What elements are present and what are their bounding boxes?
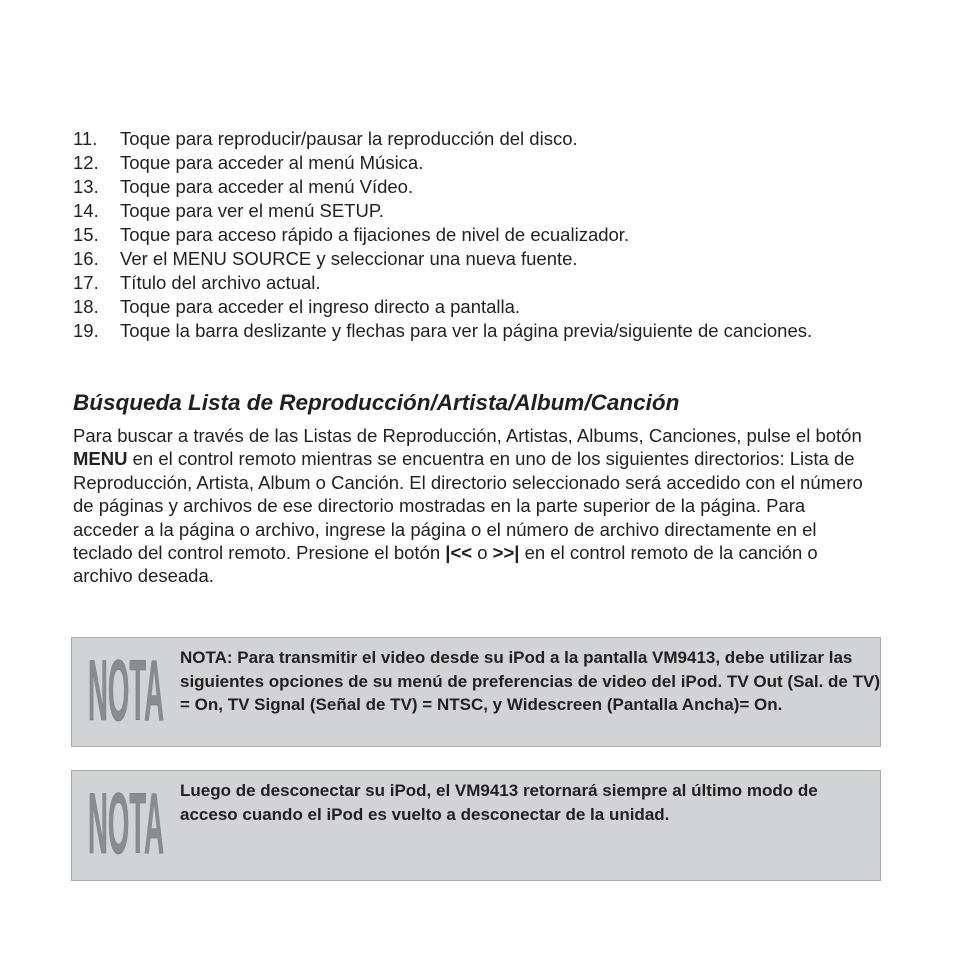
list-item-number: 12. <box>73 152 99 173</box>
list-item-number: 19. <box>73 320 99 341</box>
list-item-text: Título del archivo actual. <box>120 272 321 293</box>
list-item-number: 13. <box>73 176 99 197</box>
list-item <box>73 127 833 151</box>
list-item-text: Toque para acceder el ingreso directo a pantalla. <box>120 296 521 317</box>
list-item-text: Toque para acceder al menú Música. <box>120 152 424 173</box>
note-box <box>71 637 881 747</box>
list-item-number: 14. <box>73 200 99 221</box>
paragraph-text: Para buscar a través de las Listas de Reproducción, Artistas, Albums, Canciones, pulse el botón <box>73 425 862 446</box>
list-item-number: 18. <box>73 296 99 317</box>
paragraph-text: en el control remoto de la canción o archivo deseada. <box>73 542 818 587</box>
nota-logo-icon <box>86 643 166 739</box>
list-item-text: Toque para reproducir/pausar la reproducción del disco. <box>120 128 578 149</box>
list-item <box>73 199 833 223</box>
section-paragraph <box>73 424 873 588</box>
previous-button-label: |<< <box>445 542 473 564</box>
menu-button-label: MENU <box>73 448 128 470</box>
list-item-number: 11. <box>73 128 98 149</box>
note-text: NOTA: Para transmitir el video desde su iPod a la pantalla VM9413, debe utilizar las siguientes opciones de su menú de preferencias de video del iPod. TV Out (Sal. de TV) = On, TV Signal (Señal de TV) = NTSC, y Widescreen (Pantalla Ancha)= On. <box>180 648 880 715</box>
list-item-text: Ver el MENU SOURCE y seleccionar una nueva fuente. <box>120 248 578 269</box>
note-text: Luego de desconectar su iPod, el VM9413 retornará siempre al último modo de acceso cuando el iPod es vuelto a desconectar de la unidad. <box>180 781 818 824</box>
paragraph-text: o <box>472 542 493 564</box>
list-item-text: Toque la barra deslizante y flechas para ver la página previa/siguiente de canciones. <box>120 320 813 341</box>
list-item-text: Toque para acceder al menú Vídeo. <box>120 176 414 197</box>
nota-logo-icon <box>86 776 166 872</box>
nota-logo-text: NOTA <box>88 776 164 872</box>
list-item <box>73 247 833 271</box>
section-heading: Búsqueda Lista de Reproducción/Artista/Album/Canción <box>73 390 680 415</box>
numbered-feature-list <box>73 127 833 343</box>
list-item <box>73 151 833 175</box>
nota-logo-text: NOTA <box>88 643 164 739</box>
list-item <box>73 271 833 295</box>
list-item-number: 16. <box>73 248 99 269</box>
list-item <box>73 223 833 247</box>
list-item-number: 17. <box>73 272 99 293</box>
list-item-text: Toque para ver el menú SETUP. <box>120 200 384 221</box>
list-item <box>73 295 833 319</box>
next-button-label: >>| <box>492 542 520 564</box>
note-box <box>71 770 881 881</box>
list-item <box>73 175 833 199</box>
list-item-number: 15. <box>73 224 99 245</box>
list-item-text: Toque para acceso rápido a fijaciones de nivel de ecualizador. <box>120 224 630 245</box>
list-item <box>73 319 833 343</box>
paragraph-text: en el control remoto mientras se encuentra en uno de los siguientes directorios: Lista de Reproducción, Artista, Album o Canción. El directorio seleccionado será accedido con el número de páginas y archivos de ese directorio mostradas en la parte superior de la página. Para acceder a la página o archivo, ingrese la página o el número de archivo directamente en el teclado del control remoto. Presione el botón <box>73 448 863 564</box>
